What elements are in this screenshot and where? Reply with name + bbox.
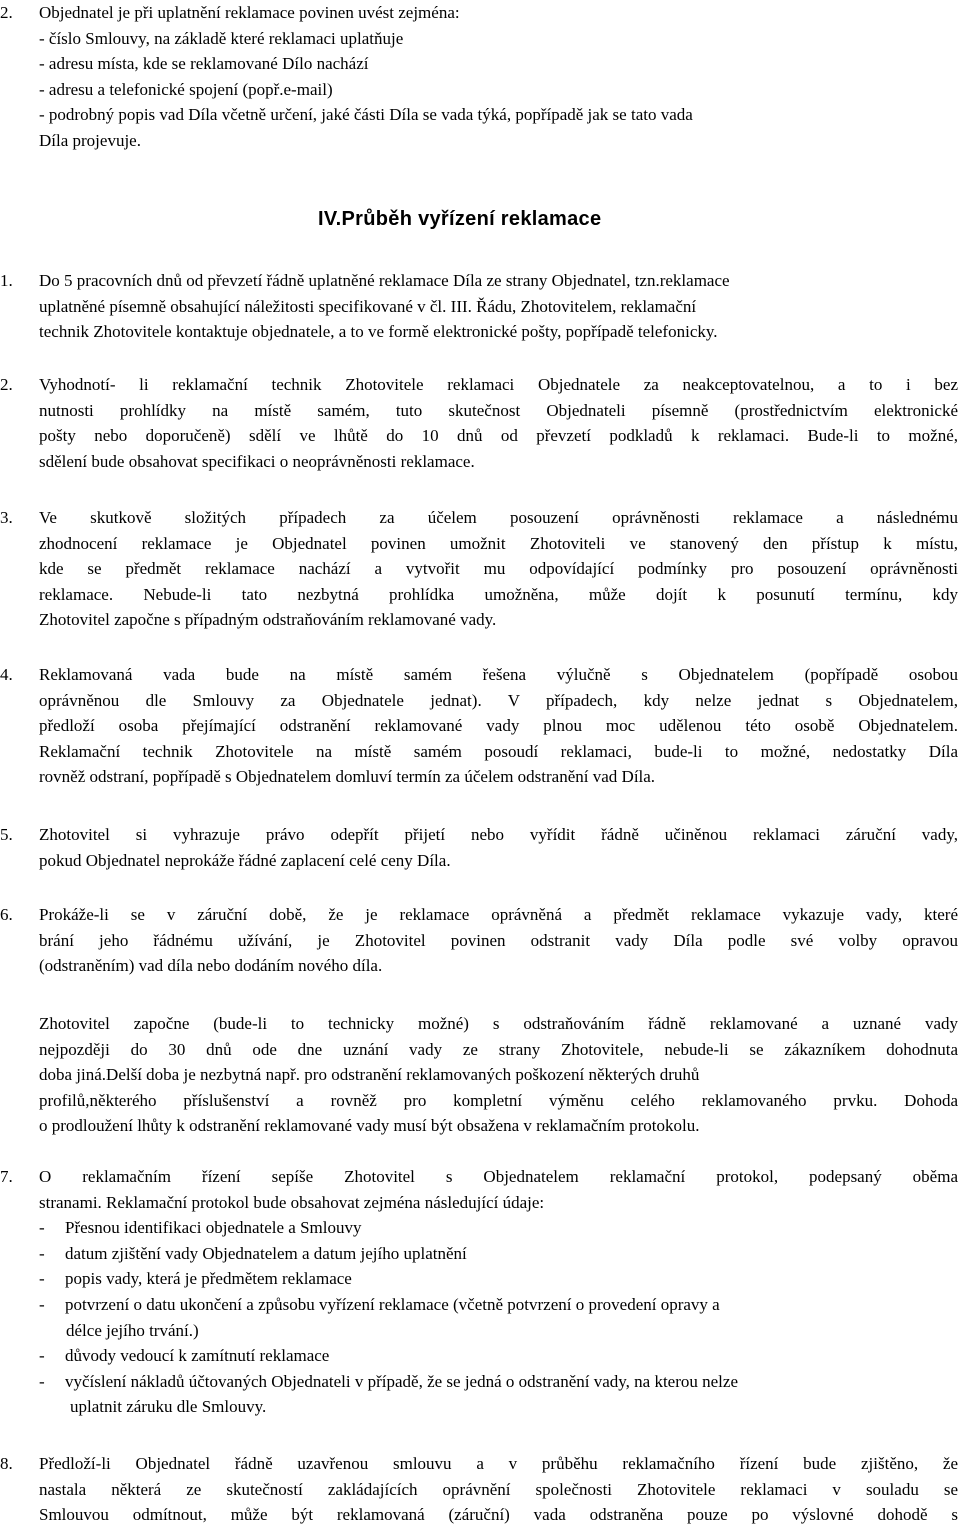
text-line: Reklamovaná vada bude na místě samém řešena výlučně s Objednatelem (popřípadě osobou xyxy=(39,665,958,684)
text-line: předloží osoba přejímající odstranění reklamované vady plnou moc udělenou této osobě Objednatelem. xyxy=(39,716,958,736)
text-line: o prodloužení lhůty k odstranění reklamované vady musí být obsažena v reklamačním protokolu. xyxy=(39,1116,700,1136)
paragraph-number: 6. xyxy=(0,905,13,924)
paragraph-body xyxy=(39,1011,958,1139)
list-dash: - xyxy=(39,1371,45,1391)
list-item-text: vyčíslení nákladů účtovaných Objednateli v případě, že se jedná o odstranění vady, na kterou nelze xyxy=(65,1371,738,1391)
text-line: Reklamační technik Zhotovitele na místě samém posoudí reklamaci, bude-li to možné, nedostatky Díla xyxy=(39,741,958,761)
text-line: Prokáže-li se v záruční době, že je reklamace oprávněná a předmět reklamace vykazuje vady, které xyxy=(39,905,958,924)
text-line: O reklamačním řízení sepíše Zhotovitel s Objednatelem reklamační protokol, podepsaný oběma xyxy=(39,1167,958,1186)
list-item-text: důvody vedoucí k zamítnutí reklamace xyxy=(65,1346,330,1366)
paragraph-number: 5. xyxy=(0,825,13,844)
text-line: - podrobný popis vad Díla včetně určení, jaké části Díla se vada týká, popřípadě jak se tato vada xyxy=(39,105,693,125)
text-line: Zhotovitel započne (bude-li to technicky možné) s odstraňováním řádně reklamované a uznané vady xyxy=(39,1014,958,1033)
paragraph-body xyxy=(39,822,958,873)
text-line: pokud Objednatel neprokáže řádné zaplacení celé ceny Díla. xyxy=(39,850,451,870)
list-item xyxy=(39,1215,958,1241)
paragraph-body xyxy=(39,662,958,790)
paragraph-number: 3. xyxy=(0,508,13,527)
text-line: Zhotovitel započne s případným odstraňováním reklamované vady. xyxy=(39,610,497,630)
text-line: nutnosti prohlídky na místě samém, tuto skutečnost Objednateli písemně (prostřednictvím elektronické xyxy=(39,400,958,420)
text-line: Ve skutkově složitých případech za účelem posouzení oprávněnosti reklamace a následnému xyxy=(39,508,958,527)
list-item xyxy=(39,1266,958,1292)
section-heading: IV.Průběh vyřízení reklamace xyxy=(318,208,602,230)
text-line: Předloží-li Objednatel řádně uzavřenou smlouvu a v průběhu reklamačního řízení bude zjištěno, že xyxy=(39,1454,958,1473)
list-dash: - xyxy=(39,1346,45,1366)
paragraph-number: 4. xyxy=(0,665,13,684)
text-line: brání jeho řádnému užívání, je Zhotovitel povinen odstranit vady Díla podle své volby opravou xyxy=(39,930,958,950)
text-line: nejpozději do 30 dnů ode dne uznání vady ze strany Zhotovitele, nebude-li se zákazníkem dohodnuta xyxy=(39,1039,958,1059)
text-line: uplatněné písemně obsahující náležitosti specifikované v čl. III. Řádu, Zhotovitelem, reklamační xyxy=(39,296,697,316)
paragraph-number: 7. xyxy=(0,1167,13,1186)
text-line: Zhotovitel si vyhrazuje právo odepřít přijetí nebo vyřídit řádně učiněnou reklamaci záruční vady, xyxy=(39,825,958,844)
list-item xyxy=(39,1241,958,1267)
paragraph-body xyxy=(39,902,958,979)
paragraph-body xyxy=(39,372,958,474)
text-line: sdělení bude obsahovat specifikaci o neoprávněnosti reklamace. xyxy=(39,451,475,471)
text-line: rovněž odstraní, popřípadě s Objednatelem domluví termín za účelem odstranění vad Díla. xyxy=(39,767,656,787)
list-item-text: potvrzení o datu ukončení a způsobu vyřízení reklamace (včetně potvrzení o provedení opravy a xyxy=(65,1294,720,1314)
protocol-items-list xyxy=(39,1215,958,1420)
text-line: Do 5 pracovních dnů od převzetí řádně uplatněné reklamace Díla ze strany Objednatel, tzn.reklamace xyxy=(39,271,730,290)
text-line: kde se předmět reklamace nachází a vytvořit mu odpovídající podmínky pro posouzení oprávněnosti xyxy=(39,559,958,579)
text-line: (odstraněním) vad díla nebo dodáním nového díla. xyxy=(39,956,383,976)
text-line: nastala některá ze skutečností zakládajících oprávnění společnosti Zhotovitele reklamaci v souladu se xyxy=(39,1479,958,1499)
list-item-continuation: délce jejího trvání.) xyxy=(66,1320,199,1340)
list-item-continuation: uplatnit záruku dle Smlouvy. xyxy=(70,1397,267,1417)
text-line: reklamace. Nebude-li tato nezbytná prohlídka umožněna, může dojít k posunutí termínu, kdy xyxy=(39,584,958,604)
paragraph-number: 1. xyxy=(0,271,13,290)
paragraph-number: 8. xyxy=(0,1454,13,1473)
list-item xyxy=(39,1292,958,1318)
text-line: Smlouvou odmítnout, může být reklamovaná (záruční) vada odstraněna pouze po výslovné dohodě s xyxy=(39,1505,958,1525)
list-item-text: datum zjištění vady Objednatelem a datum jejího uplatnění xyxy=(65,1243,467,1263)
list-item-text: popis vady, která je předmětem reklamace xyxy=(65,1269,352,1289)
paragraph-number: 2. xyxy=(0,375,13,394)
list-dash: - xyxy=(39,1269,45,1289)
text-line: pošty nebo doporučeně) sdělí ve lhůtě do 10 dnů od převzetí podkladů k reklamaci. Bude-li to možné, xyxy=(39,426,958,446)
text-line: doba jiná.Delší doba je nezbytná např. pro odstranění reklamovaných poškození některých druhů xyxy=(39,1065,700,1085)
list-item xyxy=(39,1343,958,1369)
paragraph-body xyxy=(39,268,958,345)
text-line: - číslo Smlouvy, na základě které reklamaci uplatňuje xyxy=(39,28,404,48)
clause-body xyxy=(39,0,958,154)
text-line: zhodnocení reklamace je Objednatel povinen umožnit Zhotoviteli ve stanovený den přístup k místu, xyxy=(39,533,958,553)
text-line: profilů,některého příslušenství a rovněž pro kompletní výměnu celého reklamovaného prvku. Dohoda xyxy=(39,1090,958,1110)
text-line: Díla projevuje. xyxy=(39,130,141,150)
text-line: stranami. Reklamační protokol bude obsahovat zejména následující údaje: xyxy=(39,1192,545,1212)
list-dash: - xyxy=(39,1243,45,1263)
list-item xyxy=(39,1369,958,1395)
list-dash: - xyxy=(39,1218,45,1238)
clause-number: 2. xyxy=(0,3,13,22)
paragraph-body xyxy=(39,1164,958,1420)
text-line: oprávněnou dle Smlouvy za Objednatele jednat). V případech, kdy nelze jednat s Objednatelem, xyxy=(39,690,958,710)
text-line: technik Zhotovitele kontaktuje objednatele, a to ve formě elektronické pošty, popřípadě telefonicky. xyxy=(39,322,718,342)
text-line: - adresu místa, kde se reklamované Dílo nachází xyxy=(39,54,369,74)
text-line: Objednatel je při uplatnění reklamace povinen uvést zejména: xyxy=(39,3,460,22)
paragraph-body xyxy=(39,505,958,633)
paragraph-body xyxy=(39,1451,958,1528)
list-item-text: Přesnou identifikaci objednatele a Smlouvy xyxy=(65,1218,362,1238)
list-dash: - xyxy=(39,1294,45,1314)
text-line: Vyhodnotí- li reklamační technik Zhotovitele reklamaci Objednatele za neakceptovatelnou, a to i bez xyxy=(39,375,958,394)
text-line: - adresu a telefonické spojení (popř.e-mail) xyxy=(39,79,333,99)
